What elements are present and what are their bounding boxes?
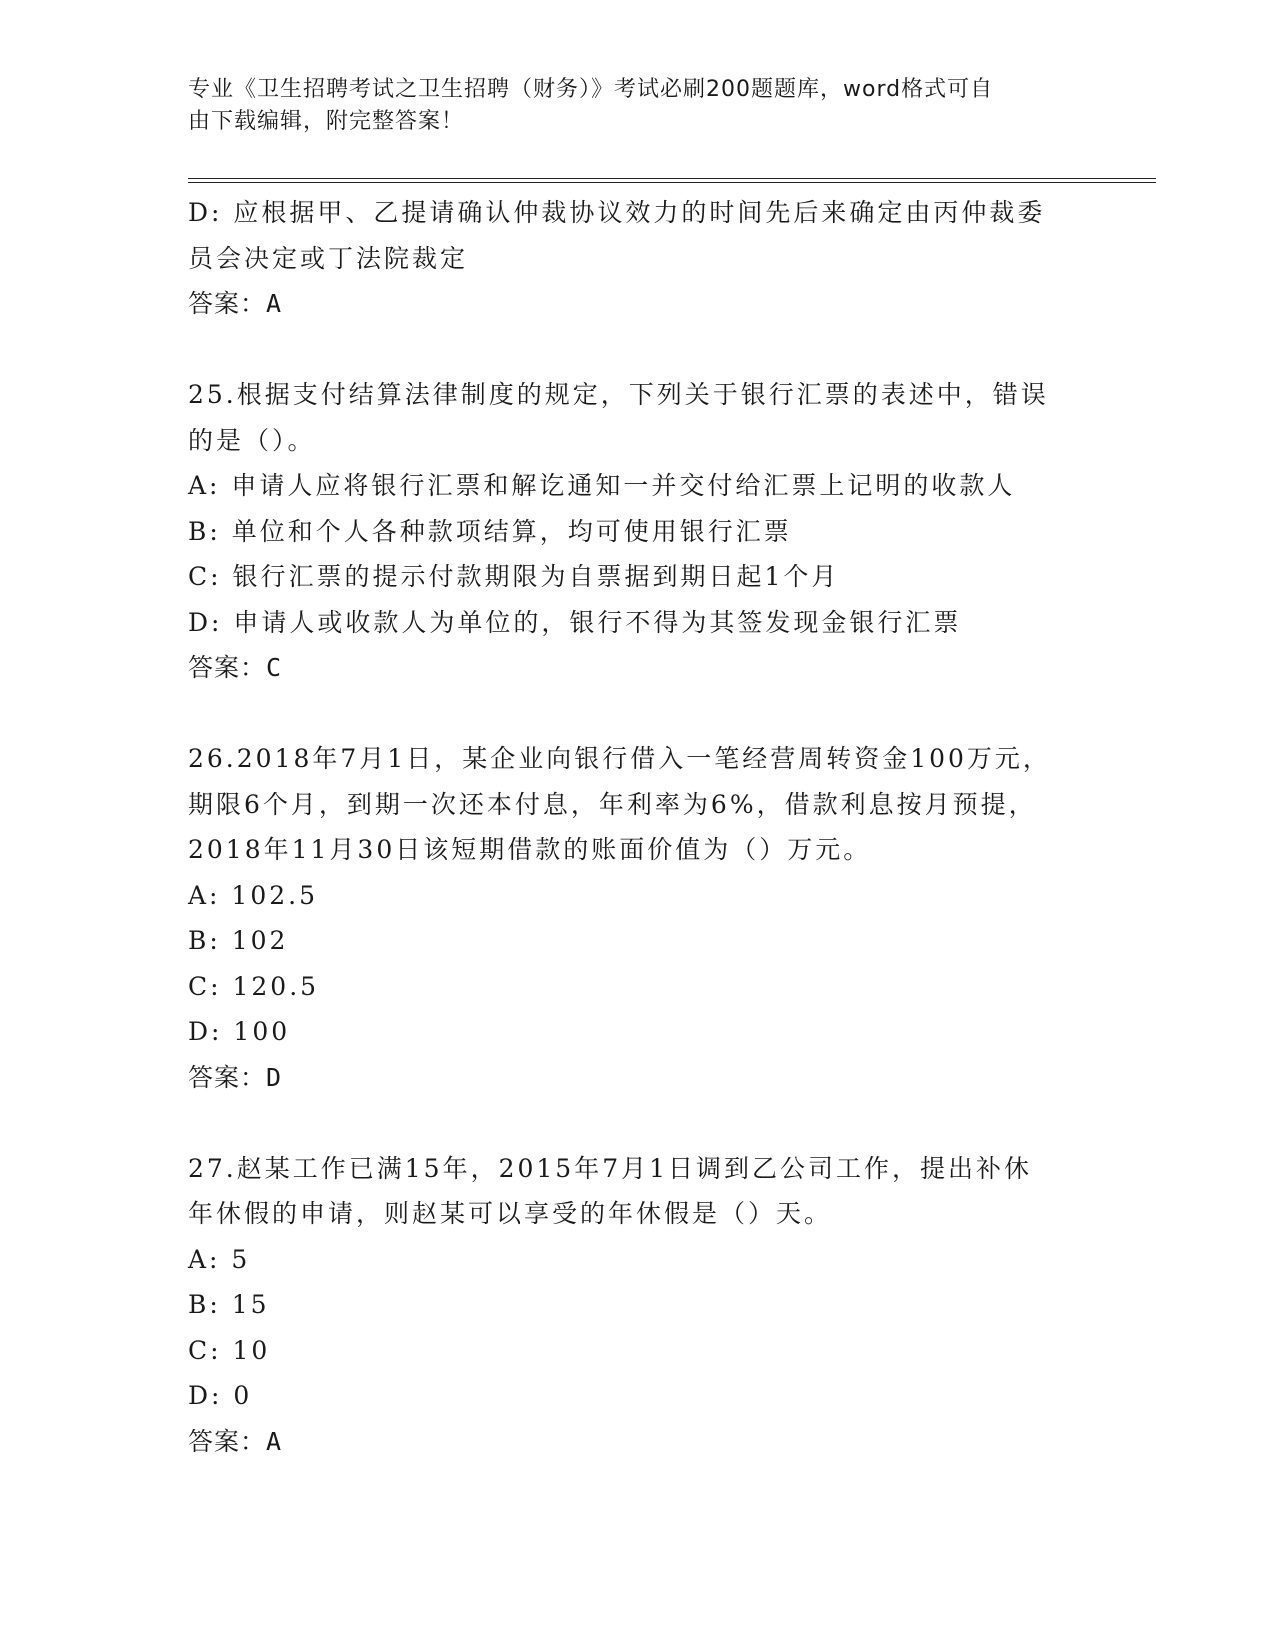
option-c: C: 银行汇票的提示付款期限为自票据到期日起1个月 [188,562,840,591]
option-d: D: 申请人或收款人为单位的，银行不得为其签发现金银行汇票 [188,607,962,637]
question-stem-line: 年休假的申请，则赵某可以享受的年休假是（）天。 [188,1199,833,1228]
option-d: D: 0 [188,1381,253,1410]
question-26 [188,736,1088,1100]
question-stem-line: 期限6个月，到期一次还本付息，年利率为6%，借款利息按月预提， [188,789,1037,819]
answer-line [188,645,1088,691]
question-list [188,190,1088,1464]
answer-label: 答案： [188,1426,267,1456]
question-stem-line: 25.根据支付结算法律制度的规定，下列关于银行汇票的表述中，错误 [188,380,1049,409]
spacer [188,1100,1088,1146]
option-b: B: 15 [188,1290,270,1319]
option-d: D: 100 [188,1017,291,1046]
option-a: A: 申请人应将银行汇票和解讫通知一并交付给汇票上记明的收款人 [188,471,1016,500]
answer-line [188,1419,1088,1465]
question-stem-line: 的是（）。 [188,425,316,455]
document-header [188,74,1068,138]
option-b: B: 102 [188,926,289,955]
header-title-line-1: 专业《卫生招聘考试之卫生招聘（财务）》考试必刷200题题库，word格式可自 [188,77,994,102]
answer-label: 答案： [188,289,267,318]
answer-value: A [266,289,283,318]
question-27 [188,1146,1088,1465]
previous-question-tail [188,190,1088,327]
answer-label: 答案： [188,653,267,682]
spacer [188,691,1088,737]
option-d-line-2: 员会决定或丁法院裁定 [188,243,469,273]
header-double-rule [188,178,1156,183]
question-stem-line: 2018年11月30日该短期借款的账面价值为（）万元。 [188,835,872,864]
answer-line [188,1055,1088,1101]
answer-label: 答案： [188,1062,267,1092]
question-25 [188,372,1088,691]
option-d-line-1: D: 应根据甲、乙提请确认仲裁协议效力的时间先后来确定由丙仲裁委 [188,198,1046,227]
option-c: C: 120.5 [188,971,320,1001]
question-stem-line: 26.2018年7月1日，某企业向银行借入一笔经营周转资金100万元， [188,744,1051,773]
answer-value: D [266,1062,283,1092]
answer-line [188,281,1088,327]
header-title-line-2: 由下载编辑，附完整答案！ [188,109,465,134]
answer-value: C [266,653,283,682]
option-a: A: 5 [188,1244,251,1274]
question-stem-line: 27.赵某工作已满15年，2015年7月1日调到乙公司工作，提出补休 [188,1153,1033,1183]
option-b: B: 单位和个人各种款项结算，均可使用银行汇票 [188,516,792,546]
option-c: C: 10 [188,1335,271,1365]
answer-value: A [266,1426,283,1456]
spacer [188,327,1088,373]
option-a: A: 102.5 [188,880,318,910]
